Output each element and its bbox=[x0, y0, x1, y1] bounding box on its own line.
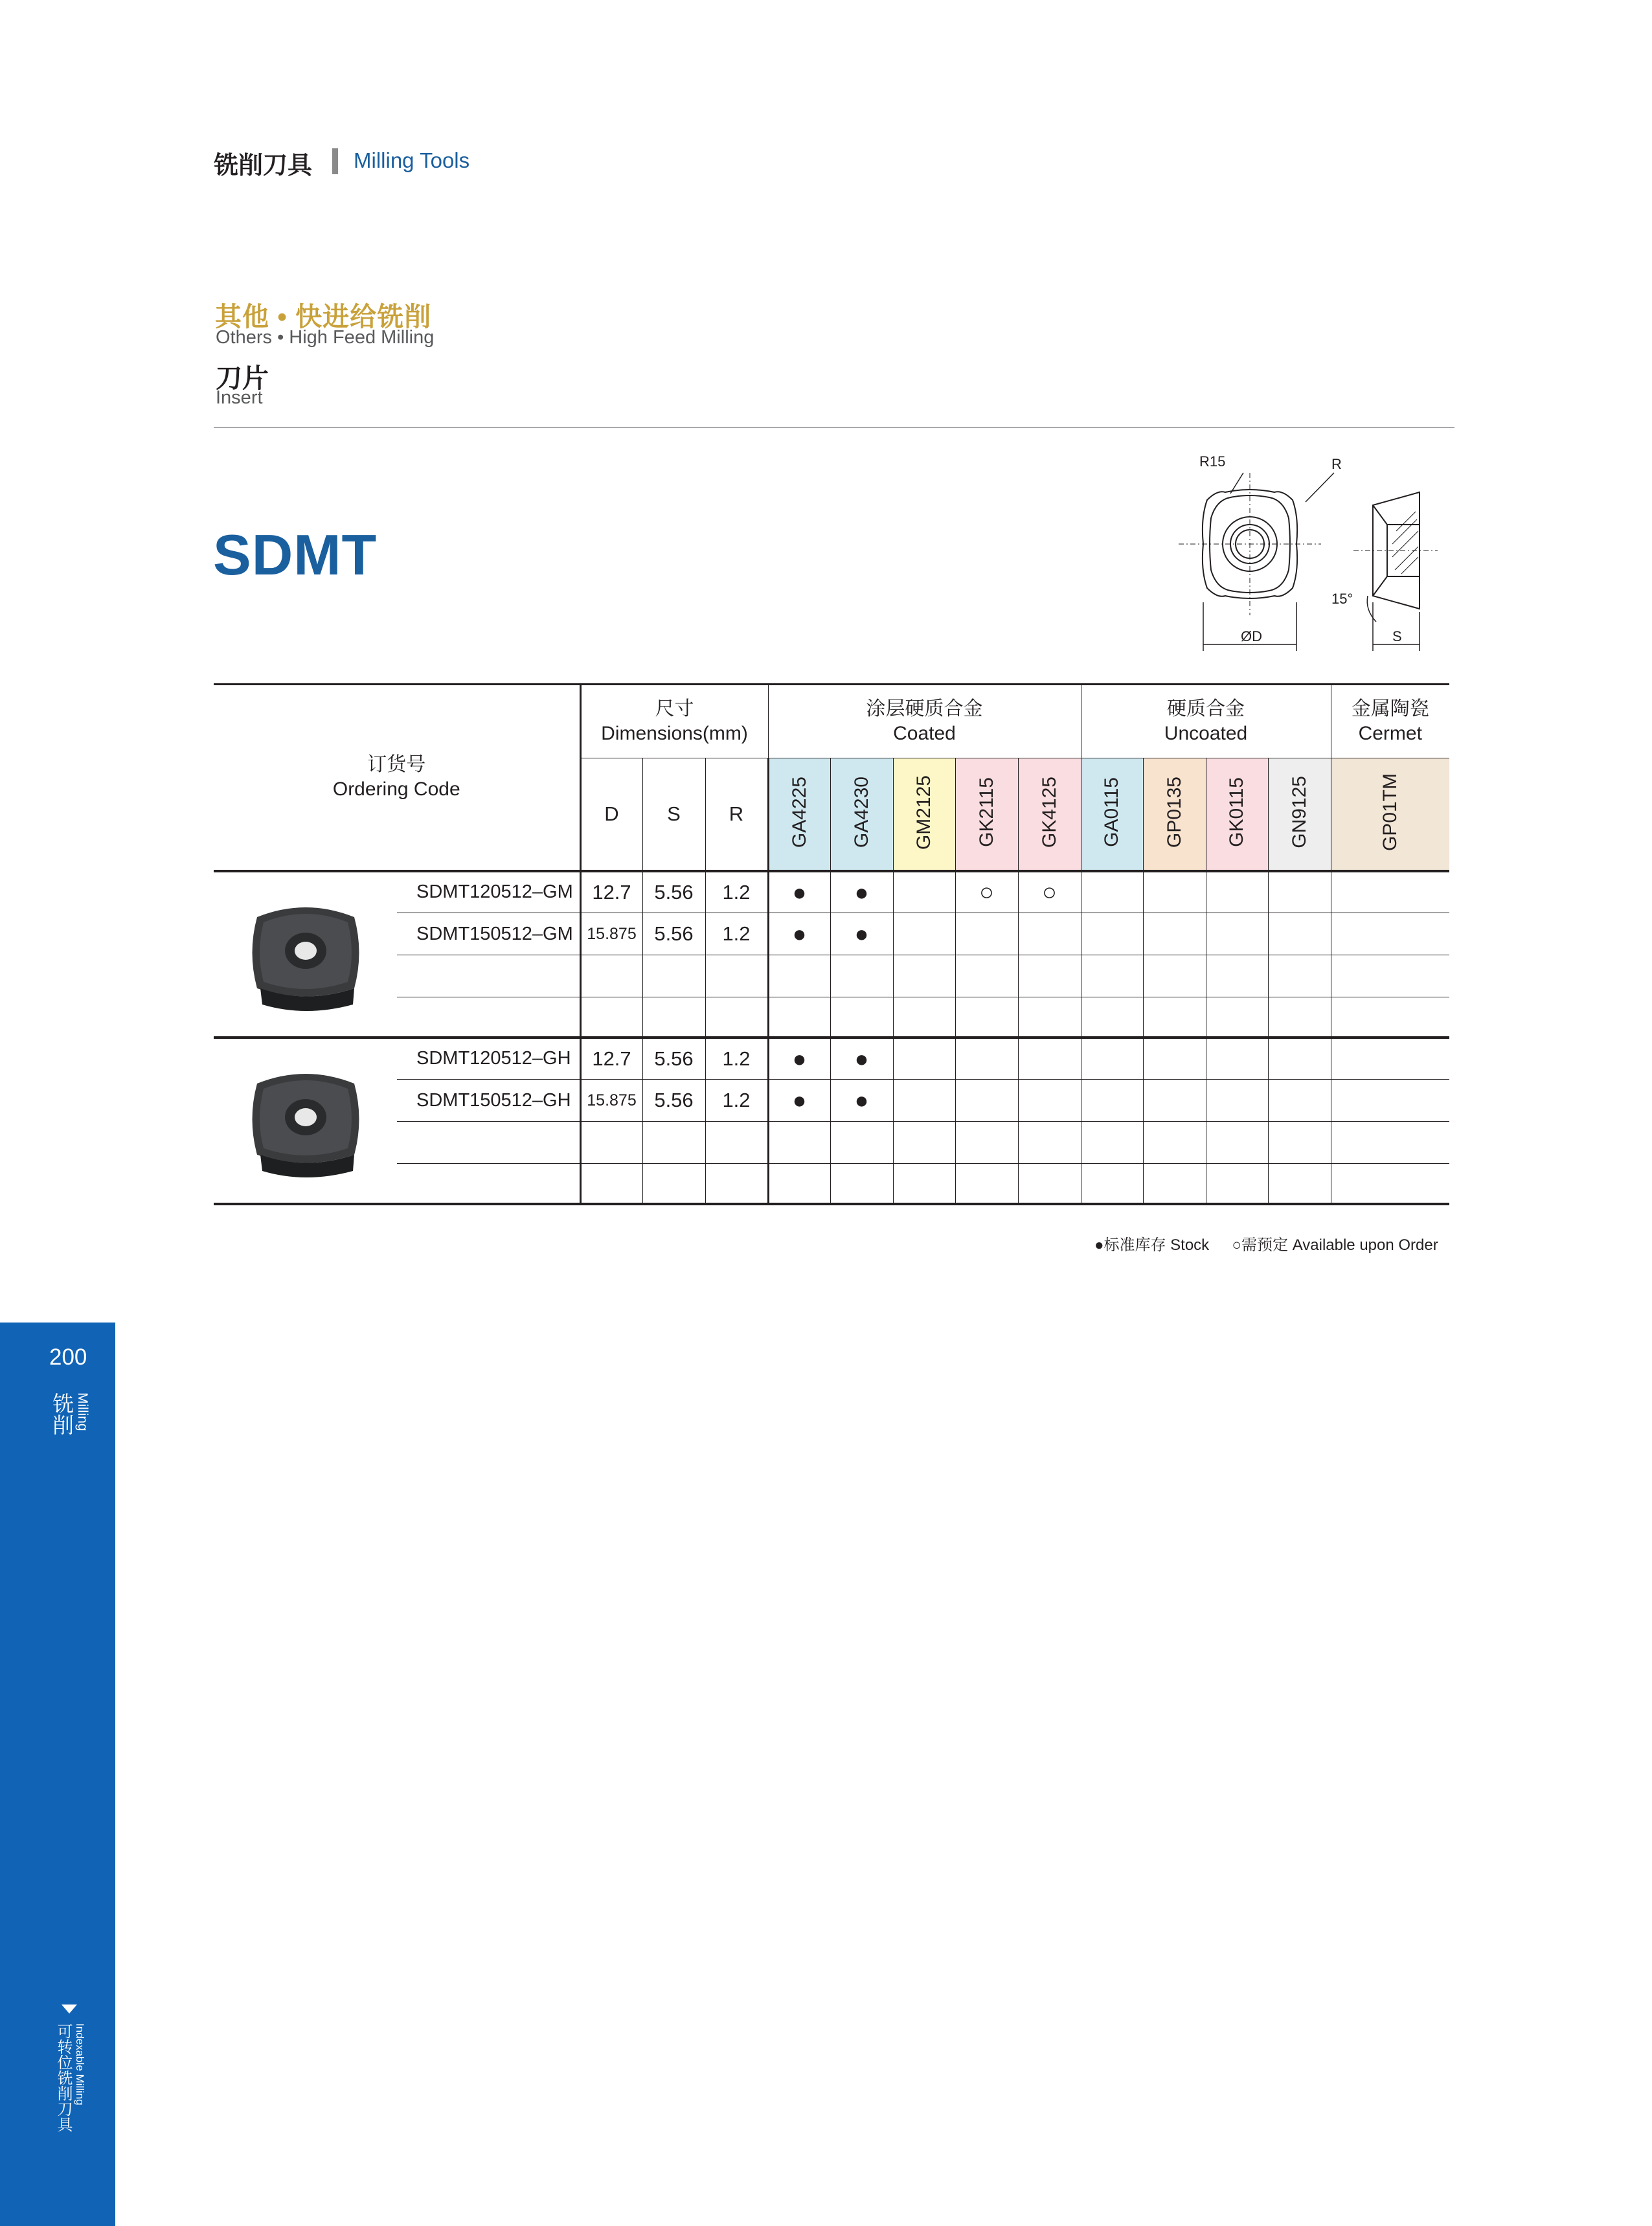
legend-stock: ●标准库存 Stock bbox=[1094, 1236, 1210, 1254]
ordering-code-cell bbox=[397, 1164, 580, 1204]
uncoated-label-en: Uncoated bbox=[1164, 723, 1248, 744]
grade-availability-cell bbox=[1143, 955, 1206, 997]
grade-availability-cell: ● bbox=[830, 871, 893, 913]
grade-availability-cell bbox=[768, 955, 830, 997]
grade-availability-cell bbox=[1143, 871, 1206, 913]
cermet-label-cn: 金属陶瓷 bbox=[1351, 698, 1429, 720]
dimension-r-cell bbox=[705, 997, 768, 1038]
dimension-r-cell: 1.2 bbox=[705, 871, 768, 913]
grade-availability-cell bbox=[893, 1080, 955, 1122]
grade-availability-cell bbox=[1018, 913, 1081, 955]
grade-header-gn9125 bbox=[1268, 758, 1331, 871]
grade-availability-cell bbox=[1081, 1080, 1143, 1122]
grade-header-gk2115 bbox=[955, 758, 1018, 871]
dim-col-r: R bbox=[705, 758, 768, 871]
grade-availability-cell bbox=[1081, 997, 1143, 1038]
dimension-d-cell: 15.875 bbox=[580, 913, 642, 955]
grade-label: GM2125 bbox=[913, 775, 934, 850]
dim-col-d: D bbox=[580, 758, 642, 871]
grade-availability-cell bbox=[1018, 955, 1081, 997]
sidebar-tab-cn: 铣削 bbox=[50, 1392, 74, 1435]
category-title-cn: 铣削刀具 bbox=[214, 152, 313, 179]
grade-availability-cell bbox=[893, 997, 955, 1038]
grade-availability-cell bbox=[830, 1122, 893, 1164]
grade-availability-cell: ○ bbox=[955, 871, 1018, 913]
grade-availability-cell bbox=[1206, 997, 1268, 1038]
dimension-d-cell: 12.7 bbox=[580, 1038, 642, 1080]
dimension-s-cell bbox=[642, 997, 705, 1038]
grade-label: GA4230 bbox=[850, 777, 872, 848]
subsection-title-cn: 刀片 bbox=[216, 363, 269, 393]
dimensions-label-cn: 尺寸 bbox=[655, 698, 694, 720]
dimension-s-cell: 5.56 bbox=[642, 871, 705, 913]
grade-label: GA4225 bbox=[788, 777, 810, 848]
table-row bbox=[214, 1038, 1449, 1080]
coated-label-en: Coated bbox=[893, 723, 956, 744]
grade-label: GN9125 bbox=[1288, 776, 1310, 849]
ordering-table bbox=[214, 683, 1449, 1205]
grade-availability-cell: ● bbox=[830, 1038, 893, 1080]
grade-availability-cell bbox=[768, 1164, 830, 1204]
grade-availability-cell bbox=[1206, 1122, 1268, 1164]
cermet-header bbox=[1331, 685, 1449, 758]
grade-availability-cell bbox=[1081, 955, 1143, 997]
uncoated-label-cn: 硬质合金 bbox=[1167, 698, 1245, 720]
insert-technical-drawing bbox=[1179, 447, 1451, 664]
grade-availability-cell bbox=[1018, 1122, 1081, 1164]
ordering-code-label-en: Ordering Code bbox=[332, 778, 460, 801]
grade-availability-cell bbox=[830, 997, 893, 1038]
drawing-label-r: R bbox=[1331, 456, 1342, 472]
section-title-en: Others • High Feed Milling bbox=[216, 327, 435, 348]
section-divider bbox=[214, 427, 1454, 428]
dimension-r-cell: 1.2 bbox=[705, 913, 768, 955]
dimension-d-cell bbox=[580, 997, 642, 1038]
grade-availability-cell: ● bbox=[830, 1080, 893, 1122]
grade-availability-cell: ● bbox=[768, 1038, 830, 1080]
grade-availability-cell bbox=[955, 1080, 1018, 1122]
ordering-code-label-cn: 订货号 bbox=[367, 754, 426, 776]
grade-availability-cell bbox=[830, 1164, 893, 1204]
grade-availability-cell bbox=[1143, 1080, 1206, 1122]
dimensions-label-en: Dimensions(mm) bbox=[601, 723, 748, 744]
grade-availability-cell bbox=[1143, 1164, 1206, 1204]
ordering-code-cell: SDMT120512–GM bbox=[397, 871, 580, 913]
table-row bbox=[214, 955, 1449, 997]
grade-availability-cell bbox=[1081, 913, 1143, 955]
coated-label-cn: 涂层硬质合金 bbox=[866, 698, 983, 720]
grade-availability-cell bbox=[1268, 1080, 1331, 1122]
grade-availability-cell bbox=[1268, 913, 1331, 955]
grade-availability-cell bbox=[1081, 1164, 1143, 1204]
grade-availability-cell bbox=[955, 1122, 1018, 1164]
grade-label: GK2115 bbox=[975, 777, 997, 848]
dimension-r-cell: 1.2 bbox=[705, 1038, 768, 1080]
section-title-cn: 其他 • 快进给铣削 bbox=[215, 302, 432, 332]
grade-label: GK4125 bbox=[1038, 777, 1060, 848]
grade-availability-cell bbox=[1143, 997, 1206, 1038]
category-title-en: Milling Tools bbox=[354, 148, 470, 172]
legend-order: ○需预定 Available upon Order bbox=[1232, 1236, 1438, 1254]
grade-availability-cell bbox=[1268, 1122, 1331, 1164]
triangle-down-icon bbox=[62, 2005, 77, 2014]
coated-header bbox=[768, 685, 1081, 758]
grade-availability-cell bbox=[1331, 955, 1449, 997]
dimension-s-cell: 5.56 bbox=[642, 1080, 705, 1122]
grade-availability-cell bbox=[1268, 955, 1331, 997]
grade-availability-cell bbox=[1331, 913, 1449, 955]
grade-availability-cell: ● bbox=[830, 913, 893, 955]
table-row bbox=[214, 1122, 1449, 1164]
subsection-title-en: Insert bbox=[216, 387, 263, 408]
dim-col-s: S bbox=[642, 758, 705, 871]
grade-header-gp0135 bbox=[1143, 758, 1206, 871]
grade-availability-cell bbox=[955, 1038, 1018, 1080]
grade-availability-cell bbox=[893, 955, 955, 997]
grade-availability-cell bbox=[1206, 1164, 1268, 1204]
drawing-label-thickness: S bbox=[1392, 628, 1402, 644]
dimension-r-cell bbox=[705, 1122, 768, 1164]
ordering-code-cell: SDMT150512–GM bbox=[397, 913, 580, 955]
dimensions-header bbox=[580, 685, 768, 758]
uncoated-header bbox=[1081, 685, 1331, 758]
dimension-d-cell bbox=[580, 1164, 642, 1204]
sidebar-tab-en: Milling bbox=[75, 1392, 90, 1431]
table-row bbox=[214, 871, 1449, 913]
ordering-code-cell bbox=[397, 1122, 580, 1164]
grade-header-ga4225 bbox=[768, 758, 830, 871]
grade-availability-cell bbox=[1331, 1164, 1449, 1204]
grade-availability-cell bbox=[1081, 1038, 1143, 1080]
grade-label: GK0115 bbox=[1226, 777, 1247, 848]
grade-availability-cell bbox=[1331, 871, 1449, 913]
dimension-r-cell bbox=[705, 1164, 768, 1204]
grade-availability-cell bbox=[1268, 1164, 1331, 1204]
grade-availability-cell: ● bbox=[768, 913, 830, 955]
grade-availability-cell bbox=[1081, 871, 1143, 913]
grade-header-ga4230 bbox=[830, 758, 893, 871]
sidebar-footer-en: Indexable Milling bbox=[74, 2023, 86, 2106]
grade-availability-cell bbox=[768, 1122, 830, 1164]
table-row bbox=[214, 1080, 1449, 1122]
grade-availability-cell bbox=[1331, 1038, 1449, 1080]
grade-availability-cell bbox=[1268, 997, 1331, 1038]
grade-availability-cell bbox=[955, 913, 1018, 955]
drawing-label-r15: R15 bbox=[1199, 453, 1226, 470]
grade-availability-cell bbox=[893, 1164, 955, 1204]
grade-header-gm2125 bbox=[893, 758, 955, 871]
grade-availability-cell bbox=[1206, 1038, 1268, 1080]
insert-photo bbox=[244, 891, 367, 1014]
grade-availability-cell bbox=[1331, 997, 1449, 1038]
dimension-s-cell: 5.56 bbox=[642, 1038, 705, 1080]
ordering-code-cell bbox=[397, 955, 580, 997]
grade-availability-cell bbox=[1268, 871, 1331, 913]
ordering-code-cell: SDMT120512–GH bbox=[397, 1038, 580, 1080]
grade-availability-cell bbox=[893, 1122, 955, 1164]
grade-availability-cell bbox=[1018, 997, 1081, 1038]
grade-availability-cell bbox=[955, 955, 1018, 997]
grade-label: GP0135 bbox=[1163, 777, 1185, 848]
grade-availability-cell bbox=[1143, 913, 1206, 955]
grade-availability-cell bbox=[955, 997, 1018, 1038]
grade-header-gp01tm bbox=[1331, 758, 1449, 871]
page-number: 200 bbox=[49, 1345, 87, 1370]
product-title: SDMT bbox=[213, 523, 378, 587]
grade-availability-cell bbox=[893, 1038, 955, 1080]
drawing-label-diameter: ØD bbox=[1241, 628, 1262, 644]
grade-availability-cell bbox=[1081, 1122, 1143, 1164]
table-row bbox=[214, 913, 1449, 955]
grade-availability-cell bbox=[768, 997, 830, 1038]
sidebar-footer-cn: 可转位铣削刀具 bbox=[54, 2023, 72, 2132]
grade-availability-cell bbox=[893, 871, 955, 913]
dimension-r-cell: 1.2 bbox=[705, 1080, 768, 1122]
cermet-label-en: Cermet bbox=[1358, 723, 1422, 744]
grade-availability-cell bbox=[893, 913, 955, 955]
insert-photo bbox=[244, 1058, 367, 1181]
grade-label: GA0115 bbox=[1101, 777, 1122, 848]
grade-availability-cell bbox=[955, 1164, 1018, 1204]
insert-image-cell bbox=[214, 871, 397, 1038]
grade-availability-cell bbox=[1331, 1080, 1449, 1122]
dimension-d-cell: 15.875 bbox=[580, 1080, 642, 1122]
dimension-s-cell bbox=[642, 955, 705, 997]
dimension-r-cell bbox=[705, 955, 768, 997]
grade-availability-cell bbox=[1018, 1164, 1081, 1204]
dimension-s-cell bbox=[642, 1122, 705, 1164]
grade-availability-cell: ○ bbox=[1018, 871, 1081, 913]
dimension-d-cell: 12.7 bbox=[580, 871, 642, 913]
grade-availability-cell bbox=[1018, 1080, 1081, 1122]
grade-availability-cell bbox=[1143, 1038, 1206, 1080]
drawing-label-angle: 15° bbox=[1331, 591, 1353, 607]
grade-availability-cell: ● bbox=[768, 1080, 830, 1122]
ordering-code-header bbox=[214, 685, 580, 871]
ordering-code-cell bbox=[397, 997, 580, 1038]
grade-header-ga0115 bbox=[1081, 758, 1143, 871]
grade-header-gk4125 bbox=[1018, 758, 1081, 871]
legend bbox=[1094, 1232, 1438, 1255]
dimension-d-cell bbox=[580, 955, 642, 997]
insert-image-cell bbox=[214, 1038, 397, 1204]
dimension-s-cell bbox=[642, 1164, 705, 1204]
grade-availability-cell bbox=[1331, 1122, 1449, 1164]
dimension-s-cell: 5.56 bbox=[642, 913, 705, 955]
grade-availability-cell bbox=[1206, 1080, 1268, 1122]
grade-availability-cell bbox=[1206, 955, 1268, 997]
table-row bbox=[214, 1164, 1449, 1204]
dimension-d-cell bbox=[580, 1122, 642, 1164]
grade-availability-cell bbox=[1206, 871, 1268, 913]
ordering-code-cell: SDMT150512–GH bbox=[397, 1080, 580, 1122]
grade-availability-cell bbox=[1018, 1038, 1081, 1080]
grade-label: GP01TM bbox=[1379, 773, 1401, 852]
grade-availability-cell bbox=[1143, 1122, 1206, 1164]
grade-availability-cell bbox=[830, 955, 893, 997]
grade-availability-cell bbox=[1268, 1038, 1331, 1080]
grade-availability-cell bbox=[1206, 913, 1268, 955]
header-divider bbox=[332, 148, 338, 174]
table-row bbox=[214, 997, 1449, 1038]
grade-availability-cell: ● bbox=[768, 871, 830, 913]
grade-header-gk0115 bbox=[1206, 758, 1268, 871]
